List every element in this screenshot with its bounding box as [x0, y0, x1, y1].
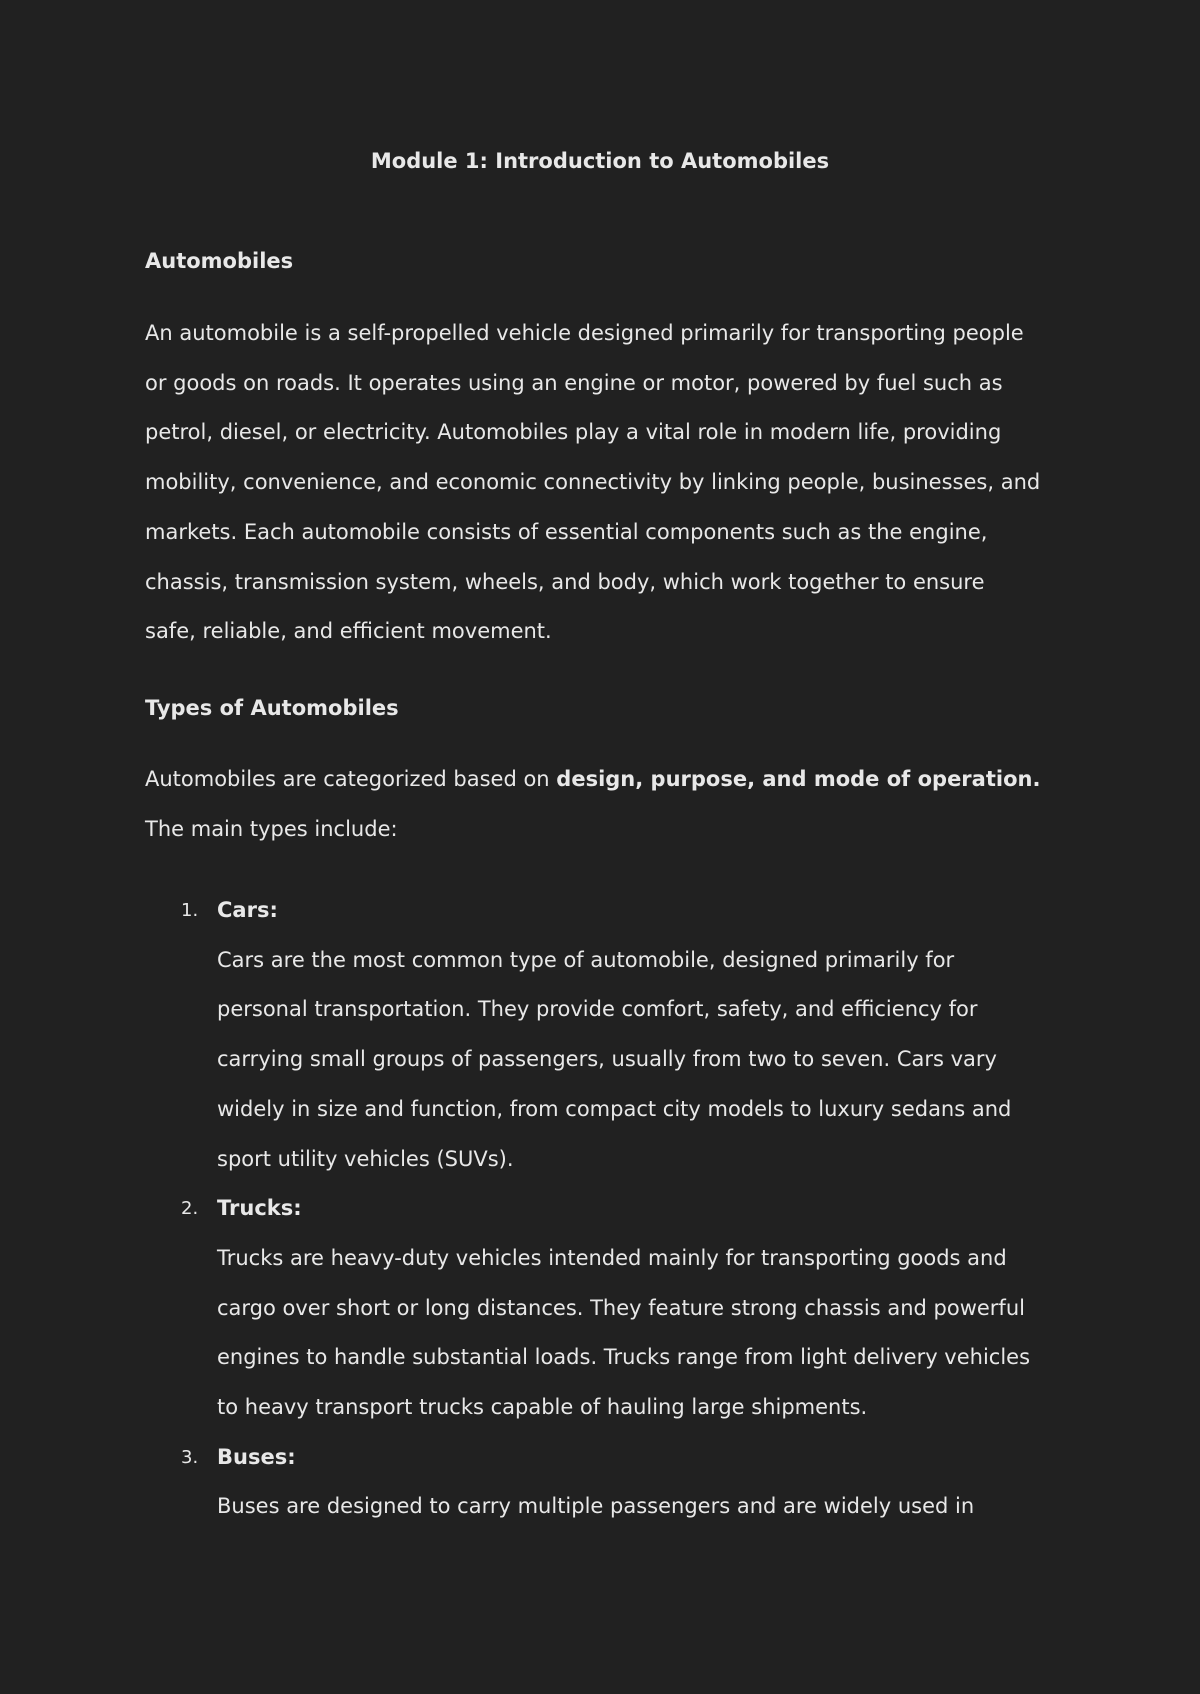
types-intro-line-2: The main types include:	[145, 816, 398, 841]
section-heading-types: Types of Automobiles	[145, 696, 399, 720]
list-item-buses	[145, 1433, 1065, 1532]
types-intro-bold: design, purpose, and mode of operation.	[556, 767, 1041, 791]
paragraph-line: petrol, diesel, or electricity. Automobiles play a vital role in modern life, providing	[145, 420, 1002, 445]
types-intro-prefix: Automobiles are categorized based on	[145, 767, 557, 791]
list-number: 3.	[181, 1446, 199, 1468]
document-title: Module 1: Introduction to Automobiles	[370, 149, 830, 173]
automobile-types-list	[145, 886, 1065, 1532]
list-item-line: Buses are designed to carry multiple passengers and are widely used in	[217, 1494, 975, 1519]
list-item-label: Trucks:	[217, 1196, 302, 1221]
list-item-line: widely in size and function, from compact city models to luxury sedans and	[217, 1096, 1012, 1121]
types-intro-line	[145, 755, 1065, 805]
list-item-line: personal transportation. They provide comfort, safety, and efficiency for	[217, 997, 978, 1022]
list-item-line: carrying small groups of passengers, usually from two to seven. Cars vary	[217, 1047, 997, 1072]
automobiles-paragraph	[145, 309, 1065, 657]
paragraph-line: An automobile is a self-propelled vehicle designed primarily for transporting people	[145, 321, 1024, 345]
paragraph-line: or goods on roads. It operates using an engine or motor, powered by fuel such as	[145, 370, 1003, 395]
list-item-line: engines to handle substantial loads. Trucks range from light delivery vehicles	[217, 1345, 1031, 1370]
list-item-label: Buses:	[217, 1444, 296, 1469]
list-number: 2.	[181, 1198, 199, 1220]
list-item-line: to heavy transport trucks capable of hauling large shipments.	[217, 1395, 868, 1420]
paragraph-line: markets. Each automobile consists of essential components such as the engine,	[145, 519, 988, 544]
section-heading-automobiles: Automobiles	[145, 249, 294, 273]
list-item-line: Trucks are heavy-duty vehicles intended mainly for transporting goods and	[217, 1245, 1007, 1270]
list-item-line: Cars are the most common type of automobile, designed primarily for	[217, 947, 955, 972]
list-item-trucks	[145, 1184, 1065, 1433]
list-item-line: sport utility vehicles (SUVs).	[217, 1146, 514, 1171]
paragraph-line: chassis, transmission system, wheels, and body, which work together to ensure	[145, 569, 985, 594]
list-item-line: cargo over short or long distances. They feature strong chassis and powerful	[217, 1295, 1025, 1320]
list-number: 1.	[181, 900, 199, 921]
paragraph-line: mobility, convenience, and economic connectivity by linking people, businesses, and	[145, 470, 1041, 495]
types-intro-paragraph	[145, 755, 1065, 854]
list-item-label: Cars:	[217, 898, 278, 922]
list-item-cars	[145, 886, 1065, 1184]
paragraph-line: safe, reliable, and efficient movement.	[145, 619, 552, 644]
